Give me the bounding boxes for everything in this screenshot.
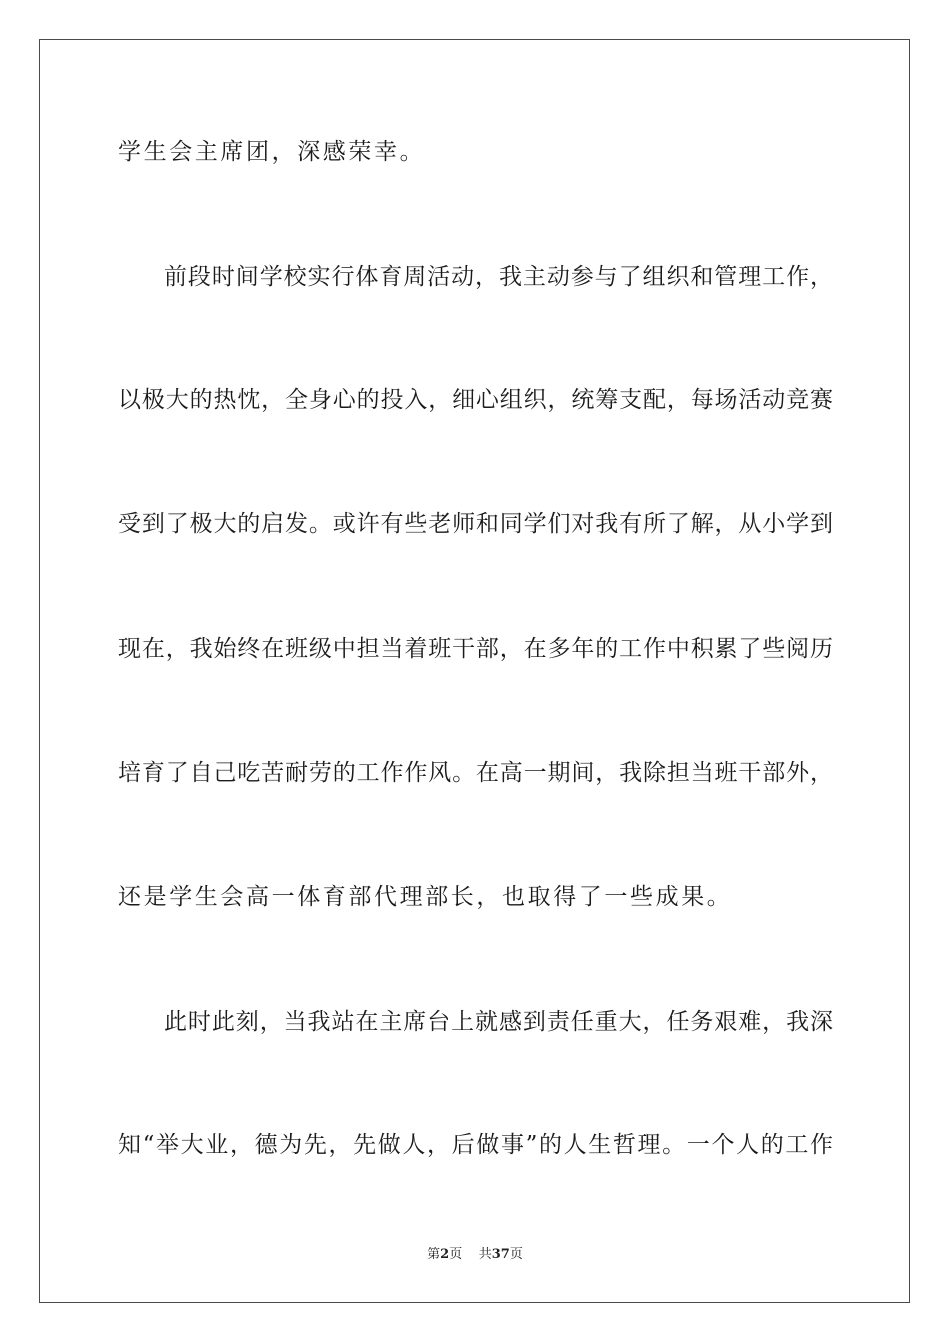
page-number: 2	[440, 1247, 450, 1262]
text-line-2: 前段时间学校实行体育周活动，我主动参与了组织和管理工作，	[164, 264, 833, 290]
page-prefix: 第	[427, 1247, 441, 1262]
text-line-4: 受到了极大的启发。或许有些老师和同学们对我有所了解，从小学到	[118, 511, 833, 537]
text-line-6: 培育了自己吃苦耐劳的工作作风。在高一期间，我除担当班干部外，	[118, 760, 833, 786]
total-pages: 37	[491, 1247, 510, 1262]
total-suffix: 页	[509, 1247, 523, 1262]
text-line-3: 以极大的热忱，全身心的投入，细心组织，统筹支配，每场活动竞赛	[118, 387, 833, 413]
page-suffix: 页	[449, 1247, 463, 1262]
text-line-1: 学生会主席团，深感荣幸。	[118, 139, 426, 165]
page-border	[39, 39, 910, 1303]
total-prefix: 共	[478, 1247, 492, 1262]
text-line-9: 知“举大业，德为先，先做人，后做事”的人生哲理。一个人的工作	[118, 1132, 833, 1158]
page-footer	[0, 1246, 950, 1264]
text-line-7: 还是学生会高一体育部代理部长，也取得了一些成果。	[118, 884, 733, 910]
text-line-8: 此时此刻，当我站在主席台上就感到责任重大，任务艰难，我深	[164, 1009, 833, 1035]
text-line-5: 现在，我始终在班级中担当着班干部，在多年的工作中积累了些阅历	[118, 636, 833, 662]
